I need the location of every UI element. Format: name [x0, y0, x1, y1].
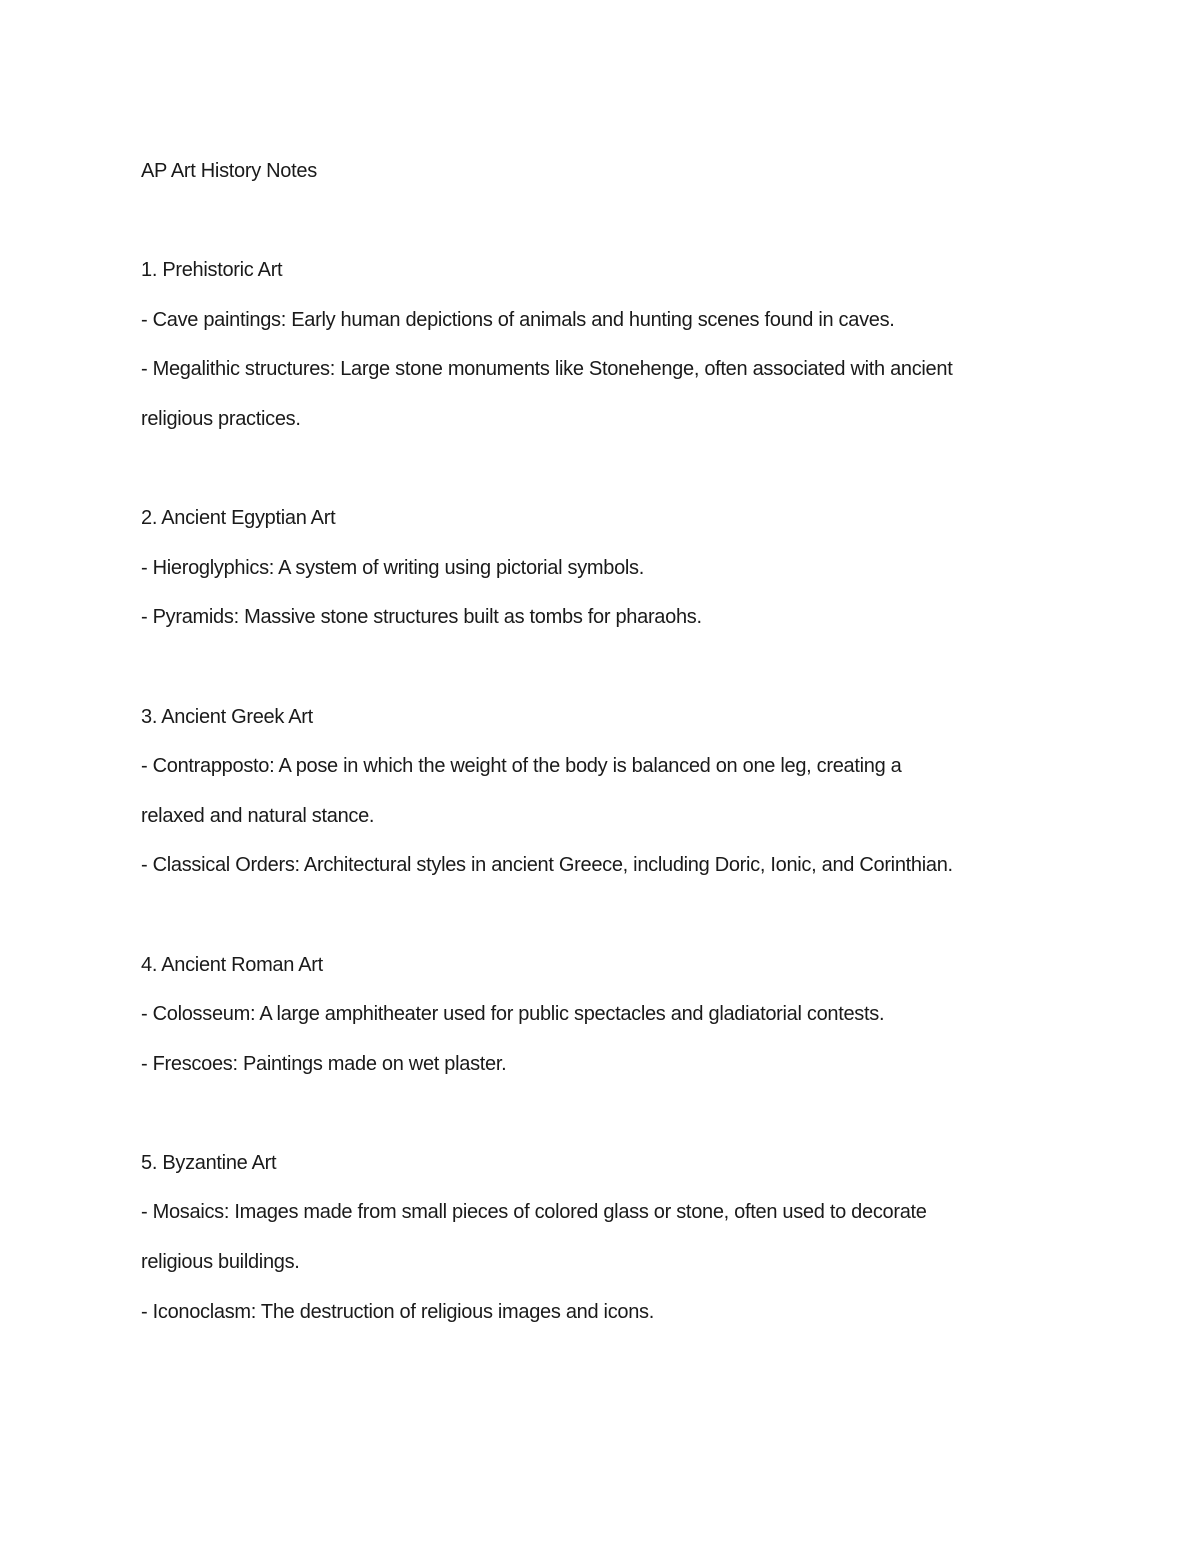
- note-line: - Frescoes: Paintings made on wet plaster.: [141, 1052, 507, 1075]
- note-line: - Cave paintings: Early human depictions of animals and hunting scenes found in caves.: [141, 308, 895, 331]
- section-prehistoric-art: [141, 246, 1061, 444]
- note-line: relaxed and natural stance.: [141, 804, 375, 827]
- note-line: - Megalithic structures: Large stone monuments like Stonehenge, often associated with ancient: [141, 358, 953, 381]
- document-title: AP Art History Notes: [141, 160, 317, 182]
- note-line: - Hieroglyphics: A system of writing using pictorial symbols.: [141, 556, 644, 579]
- spacer: [141, 197, 1061, 247]
- section-ancient-egyptian-art: [141, 494, 1061, 643]
- note-line: - Classical Orders: Architectural styles in ancient Greece, including Doric, Ionic, and Corinthian.: [141, 854, 953, 877]
- note-line: religious practices.: [141, 407, 301, 430]
- note-line: - Pyramids: Massive stone structures built as tombs for pharaohs.: [141, 606, 702, 629]
- spacer: [141, 445, 1061, 495]
- document-body: [141, 147, 1061, 1337]
- section-heading: 2. Ancient Egyptian Art: [141, 507, 336, 530]
- note-line: religious buildings.: [141, 1251, 300, 1274]
- spacer: [141, 891, 1061, 941]
- section-ancient-greek-art: [141, 693, 1061, 891]
- note-line: - Mosaics: Images made from small pieces of colored glass or stone, often used to decorate: [141, 1201, 927, 1224]
- section-ancient-roman-art: [141, 941, 1061, 1090]
- section-heading: 5. Byzantine Art: [141, 1151, 277, 1174]
- spacer: [141, 643, 1061, 693]
- section-heading: 4. Ancient Roman Art: [141, 953, 323, 976]
- section-heading: 3. Ancient Greek Art: [141, 705, 313, 728]
- note-line: - Iconoclasm: The destruction of religious images and icons.: [141, 1300, 655, 1323]
- section-heading: 1. Prehistoric Art: [141, 259, 283, 282]
- spacer: [141, 1089, 1061, 1139]
- note-line: - Colosseum: A large amphitheater used for public spectacles and gladiatorial contests.: [141, 1003, 885, 1026]
- note-line: - Contrapposto: A pose in which the weight of the body is balanced on one leg, creating a: [141, 755, 902, 778]
- section-byzantine-art: [141, 1139, 1061, 1337]
